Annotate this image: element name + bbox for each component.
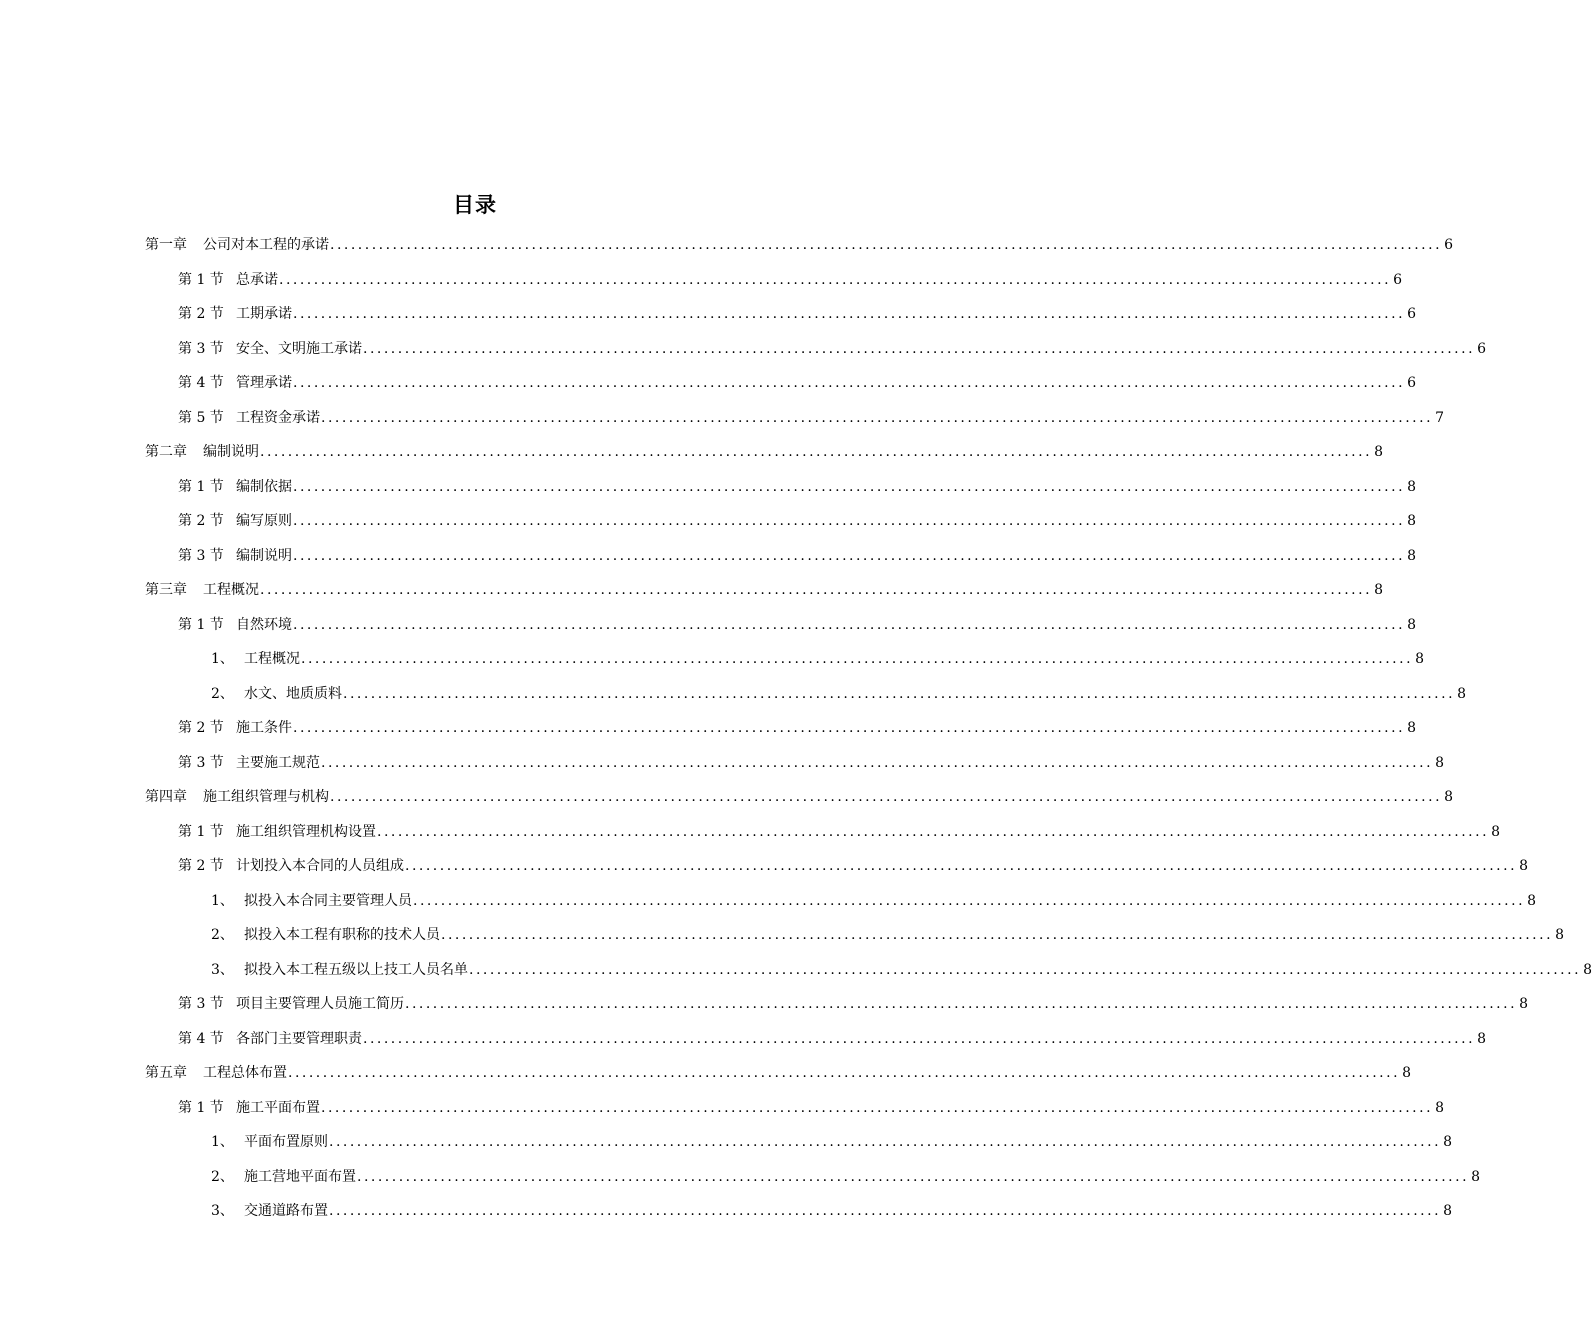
toc-entry[interactable]: [145, 918, 1565, 953]
toc-entry[interactable]: [145, 297, 1417, 332]
toc-entry-title: 交通道路布置: [244, 1203, 328, 1220]
toc-entry-number: 第 1 节: [178, 823, 224, 840]
toc-entry-number: 第 2 节: [178, 306, 224, 323]
toc-entry[interactable]: [145, 1091, 1445, 1126]
toc-entry-number: 2、: [211, 1168, 234, 1185]
toc-entry-page-number: 8: [1374, 582, 1384, 599]
toc-dot-leader: ................................................................................................................................................................: [293, 547, 1406, 564]
toc-entry-number: 第 2 节: [178, 513, 224, 530]
toc-entry[interactable]: [145, 1022, 1487, 1057]
toc-entry[interactable]: [145, 1056, 1412, 1091]
toc-entry-page-number: 8: [1407, 720, 1417, 737]
toc-entry-page-number: 8: [1443, 1203, 1453, 1220]
toc-entry-page-number: 8: [1407, 616, 1417, 633]
toc-entry-page-number: 8: [1443, 1134, 1453, 1151]
toc-dot-leader: ................................................................................................................................................................: [357, 1168, 1470, 1185]
toc-entry[interactable]: [145, 711, 1417, 746]
toc-dot-leader: ................................................................................................................................................................: [441, 927, 1554, 944]
toc-dot-leader: ................................................................................................................................................................: [279, 271, 1392, 288]
toc-entry-title: 项目主要管理人员施工简历: [236, 996, 404, 1013]
toc-entry-number: 1、: [211, 1134, 234, 1151]
toc-dot-leader: ................................................................................................................................................................: [321, 1099, 1434, 1116]
toc-entry-page-number: 6: [1477, 340, 1487, 357]
toc-entry[interactable]: [145, 504, 1417, 539]
toc-dot-leader: ................................................................................................................................................................: [413, 892, 1526, 909]
toc-entry[interactable]: [145, 677, 1467, 712]
toc-entry-number: 第一章: [145, 237, 187, 254]
toc-entry[interactable]: [145, 608, 1417, 643]
toc-dot-leader: ................................................................................................................................................................: [329, 1134, 1442, 1151]
toc-entry-title: 编制依据: [236, 478, 292, 495]
toc-dot-leader: ................................................................................................................................................................: [329, 1203, 1442, 1220]
toc-dot-leader: ................................................................................................................................................................: [321, 754, 1434, 771]
toc-entry-title: 总承诺: [236, 271, 278, 288]
toc-entry-page-number: 8: [1477, 1030, 1487, 1047]
toc-entry-page-number: 8: [1471, 1168, 1481, 1185]
toc-entry-page-number: 8: [1415, 651, 1425, 668]
toc-title: 目录: [453, 193, 497, 217]
toc-entry-page-number: 8: [1444, 789, 1454, 806]
toc-entry-title: 工期承诺: [236, 306, 292, 323]
toc-entry-title: 管理承诺: [236, 375, 292, 392]
toc-entry-number: 第 2 节: [178, 720, 224, 737]
toc-entry-number: 第 5 节: [178, 409, 224, 426]
toc-entry-title: 各部门主要管理职责: [236, 1030, 362, 1047]
toc-entry-title: 主要施工规范: [236, 754, 320, 771]
toc-entry-title: 计划投入本合同的人员组成: [236, 858, 404, 875]
toc-entry-title: 施工平面布置: [236, 1099, 320, 1116]
toc-entry-number: 3、: [211, 961, 234, 978]
toc-entry-number: 1、: [211, 651, 234, 668]
toc-entry[interactable]: [145, 539, 1417, 574]
toc-dot-leader: ................................................................................................................................................................: [293, 478, 1406, 495]
toc-entry[interactable]: [145, 849, 1529, 884]
toc-dot-leader: ................................................................................................................................................................: [321, 409, 1434, 426]
toc-dot-leader: ................................................................................................................................................................: [405, 858, 1518, 875]
toc-entry[interactable]: [145, 780, 1454, 815]
toc-entry[interactable]: [145, 953, 1592, 988]
toc-entry-title: 施工条件: [236, 720, 292, 737]
toc-dot-leader: ................................................................................................................................................................: [363, 1030, 1476, 1047]
toc-entry-number: 第五章: [145, 1065, 187, 1082]
toc-dot-leader: ................................................................................................................................................................: [330, 237, 1443, 254]
toc-entry[interactable]: [145, 573, 1384, 608]
toc-list: [145, 228, 1592, 1229]
toc-entry-title: 工程概况: [203, 582, 259, 599]
toc-entry-number: 3、: [211, 1203, 234, 1220]
toc-entry-title: 工程资金承诺: [236, 409, 320, 426]
toc-entry-page-number: 6: [1407, 375, 1417, 392]
toc-entry[interactable]: [145, 1160, 1481, 1195]
toc-entry-title: 施工营地平面布置: [244, 1168, 356, 1185]
toc-dot-leader: ................................................................................................................................................................: [293, 306, 1406, 323]
toc-entry-page-number: 8: [1407, 513, 1417, 530]
toc-entry-number: 第 2 节: [178, 858, 224, 875]
toc-entry-number: 第 1 节: [178, 478, 224, 495]
toc-entry-title: 自然环境: [236, 616, 292, 633]
toc-entry-number: 第 3 节: [178, 754, 224, 771]
toc-entry[interactable]: [145, 746, 1445, 781]
toc-entry-title: 平面布置原则: [244, 1134, 328, 1151]
toc-dot-leader: ................................................................................................................................................................: [260, 444, 1373, 461]
toc-entry-title: 工程总体布置: [203, 1065, 287, 1082]
toc-entry-page-number: 8: [1555, 927, 1565, 944]
toc-entry-number: 2、: [211, 685, 234, 702]
toc-entry-number: 第二章: [145, 444, 187, 461]
toc-entry[interactable]: [145, 332, 1487, 367]
toc-entry-number: 2、: [211, 927, 234, 944]
toc-dot-leader: ................................................................................................................................................................: [469, 961, 1582, 978]
toc-dot-leader: ................................................................................................................................................................: [405, 996, 1518, 1013]
toc-entry[interactable]: [145, 987, 1529, 1022]
toc-dot-leader: ................................................................................................................................................................: [260, 582, 1373, 599]
toc-entry-number: 1、: [211, 892, 234, 909]
toc-dot-leader: ................................................................................................................................................................: [343, 685, 1456, 702]
toc-entry-page-number: 6: [1393, 271, 1403, 288]
toc-entry[interactable]: [145, 642, 1425, 677]
toc-entry-page-number: 8: [1519, 996, 1529, 1013]
toc-entry-number: 第 1 节: [178, 616, 224, 633]
toc-entry-title: 编写原则: [236, 513, 292, 530]
toc-entry-title: 施工组织管理机构设置: [236, 823, 376, 840]
toc-entry-title: 工程概况: [244, 651, 300, 668]
toc-dot-leader: ................................................................................................................................................................: [293, 616, 1406, 633]
toc-entry-page-number: 8: [1402, 1065, 1412, 1082]
toc-dot-leader: ................................................................................................................................................................: [293, 720, 1406, 737]
toc-entry-title: 编制说明: [203, 444, 259, 461]
toc-dot-leader: ................................................................................................................................................................: [301, 651, 1414, 668]
toc-entry[interactable]: [145, 470, 1417, 505]
toc-entry-title: 拟投入本合同主要管理人员: [244, 892, 412, 909]
toc-entry-title: 公司对本工程的承诺: [203, 237, 329, 254]
toc-entry[interactable]: [145, 1194, 1453, 1229]
toc-entry-number: 第 4 节: [178, 375, 224, 392]
toc-entry-number: 第 4 节: [178, 1030, 224, 1047]
toc-entry-number: 第三章: [145, 582, 187, 599]
toc-dot-leader: ................................................................................................................................................................: [377, 823, 1490, 840]
toc-entry[interactable]: [145, 228, 1454, 263]
toc-entry-title: 拟投入本工程五级以上技工人员名单: [244, 961, 468, 978]
toc-dot-leader: ................................................................................................................................................................: [293, 513, 1406, 530]
toc-dot-leader: ................................................................................................................................................................: [330, 789, 1443, 806]
toc-entry-title: 施工组织管理与机构: [203, 789, 329, 806]
toc-entry[interactable]: [145, 815, 1501, 850]
toc-entry[interactable]: [145, 366, 1417, 401]
toc-entry-number: 第 3 节: [178, 996, 224, 1013]
toc-entry-page-number: 8: [1435, 1099, 1445, 1116]
toc-dot-leader: ................................................................................................................................................................: [363, 340, 1476, 357]
toc-entry-page-number: 8: [1519, 858, 1529, 875]
toc-entry-page-number: 8: [1457, 685, 1467, 702]
toc-entry[interactable]: [145, 884, 1537, 919]
toc-entry-page-number: 8: [1374, 444, 1384, 461]
toc-entry-page-number: 8: [1491, 823, 1501, 840]
toc-entry-title: 水文、地质质料: [244, 685, 342, 702]
toc-entry-page-number: 7: [1435, 409, 1445, 426]
toc-entry-number: 第 1 节: [178, 1099, 224, 1116]
toc-entry-page-number: 6: [1407, 306, 1417, 323]
toc-entry[interactable]: [145, 1125, 1453, 1160]
toc-entry[interactable]: [145, 263, 1403, 298]
toc-entry-page-number: 6: [1444, 237, 1454, 254]
toc-entry-title: 安全、文明施工承诺: [236, 340, 362, 357]
toc-entry-number: 第 3 节: [178, 340, 224, 357]
toc-entry-page-number: 8: [1527, 892, 1537, 909]
toc-entry-page-number: 8: [1407, 547, 1417, 564]
toc-entry-page-number: 8: [1435, 754, 1445, 771]
toc-entry-number: 第四章: [145, 789, 187, 806]
toc-entry-number: 第 3 节: [178, 547, 224, 564]
toc-entry[interactable]: [145, 435, 1384, 470]
toc-entry-title: 拟投入本工程有职称的技术人员: [244, 927, 440, 944]
toc-dot-leader: ................................................................................................................................................................: [293, 375, 1406, 392]
toc-entry-number: 第 1 节: [178, 271, 224, 288]
toc-entry[interactable]: [145, 401, 1445, 436]
toc-entry-page-number: 8: [1583, 961, 1592, 978]
toc-entry-title: 编制说明: [236, 547, 292, 564]
toc-dot-leader: ................................................................................................................................................................: [288, 1065, 1401, 1082]
toc-entry-page-number: 8: [1407, 478, 1417, 495]
